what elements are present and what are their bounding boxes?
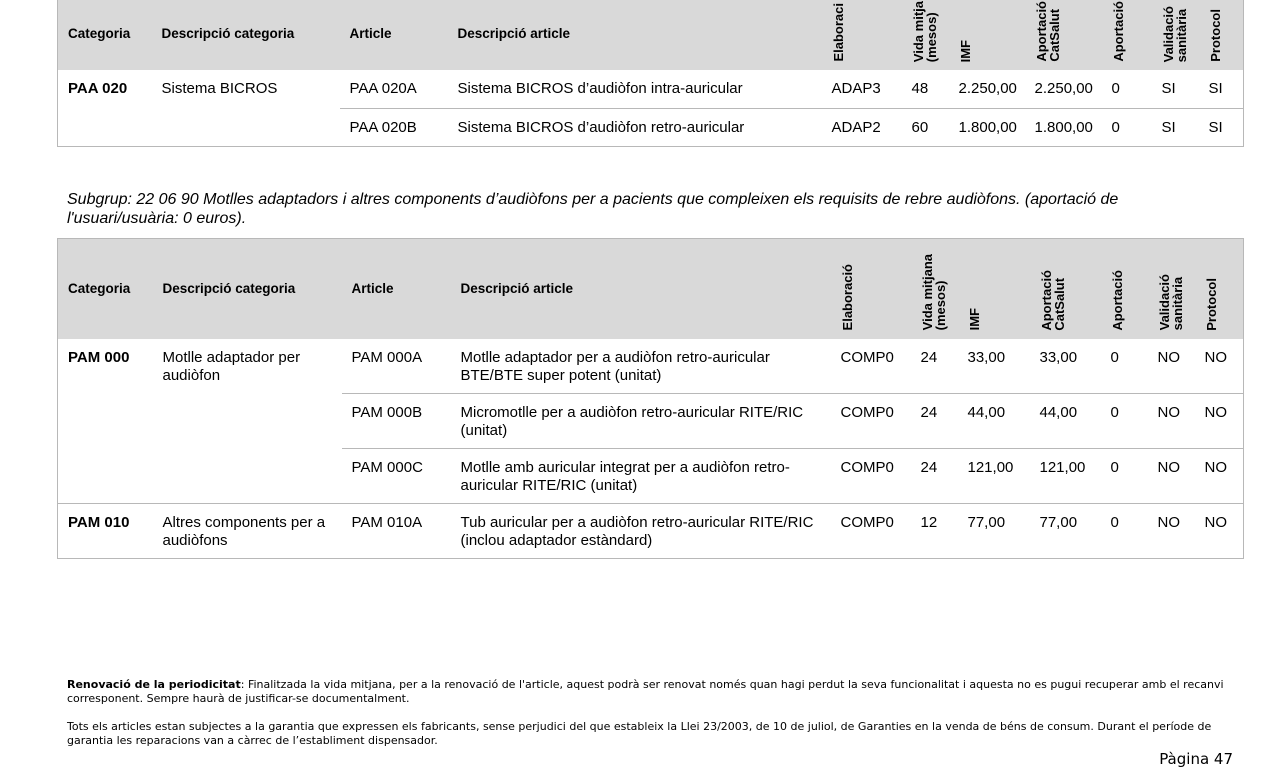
header-protocol	[1195, 239, 1244, 339]
cell-validacio: NO	[1157, 348, 1180, 366]
header-elaboracio-label: Elaboració	[839, 264, 855, 331]
header-validacio-label: Validació sanitària	[1160, 5, 1189, 62]
header-categoria: Categoria	[68, 25, 131, 41]
page-number: Pàgina 47	[1159, 750, 1233, 768]
cell-elaboracio: ADAP2	[822, 108, 902, 146]
bicros-table	[57, 0, 1244, 147]
cell-protocol: NO	[1195, 504, 1244, 559]
cell-validacio: SI	[1152, 108, 1199, 146]
cell-article: PAM 000C	[342, 449, 451, 504]
header-validacio	[1152, 0, 1199, 70]
header-vida-mitjana-label: Vida mitja (mesos)	[910, 0, 939, 62]
garantia-note: Tots els articles estan subjectes a la garantia que expressen els fabricants, sense perjudici del que estableix la Llei 23/2003, de 10 de juliol, de Garanties en la venda de béns de consum. Durant el període de garantia les reparacions van a càrrec de l’establiment dispensador.	[67, 720, 1212, 747]
header-aportacio-catsalut	[1030, 239, 1101, 339]
cell-article: PAM 000B	[342, 394, 451, 449]
cell-catsalut: 44,00	[1030, 394, 1101, 449]
table-header-row	[58, 0, 1244, 70]
header-validacio	[1148, 239, 1195, 339]
header-protocol-label: Protocol	[1207, 9, 1223, 62]
cell-aportacio: 0	[1101, 449, 1148, 504]
header-imf-label: IMF	[957, 39, 973, 62]
cell-elaboracio: COMP0	[831, 504, 911, 559]
cell-categoria	[58, 394, 153, 449]
cell-aportacio: 0	[1101, 504, 1148, 559]
table-row	[58, 339, 1244, 394]
cell-imf: 121,00	[958, 449, 1030, 504]
subgroup-heading: Subgrup: 22 06 90 Motlles adaptadors i altres components d’audiòfons per a pacients que compleixen els requisits de rebre audiòfons. (aportació de l'usuari/usuària: 0 euros).	[67, 191, 1119, 227]
table-row	[58, 449, 1244, 504]
header-aportacio-label: Aportació	[1110, 1, 1126, 62]
renovacio-text: : Finalitzada la vida mitjana, per a la renovació de l'article, aquest podrà ser renovat només quan hagi perdut la seva funcionalitat i aquesta no es pugui recuperar amb el recanvi corresponent. Sempre haurà de justificar-se documentalment.	[67, 678, 1224, 705]
cell-categoria: PAM 000	[68, 348, 130, 366]
cell-imf: 44,00	[958, 394, 1030, 449]
cell-aportacio: 0	[1102, 108, 1152, 146]
cell-vida: 24	[911, 394, 958, 449]
cell-aportacio: 0	[1111, 80, 1120, 97]
cell-protocol: SI	[1199, 108, 1244, 146]
cell-descripcio-article: Micromotlle per a audiòfon retro-auricular RITE/RIC (unitat)	[451, 394, 831, 449]
header-categoria: Categoria	[68, 281, 131, 297]
cell-article: PAA 020A	[349, 80, 417, 97]
cell-validacio: NO	[1148, 504, 1195, 559]
cell-descripcio-categoria: Altres components per a audiòfons	[153, 504, 342, 559]
cell-validacio: SI	[1161, 80, 1176, 97]
cell-elaboracio: ADAP3	[831, 80, 881, 97]
header-protocol-label: Protocol	[1203, 277, 1219, 331]
cell-validacio: NO	[1148, 449, 1195, 504]
cell-catsalut: 2.250,00	[1034, 80, 1093, 97]
cell-catsalut: 77,00	[1030, 504, 1101, 559]
cell-catsalut: 121,00	[1030, 449, 1101, 504]
cell-descripcio-categoria	[152, 108, 340, 146]
header-descripcio-categoria: Descripció categoria	[161, 25, 295, 41]
cell-descripcio-article: Sistema BICROS d’audiòfon intra-auricular	[457, 80, 743, 97]
header-elaboracio-label: Elaboraci	[830, 3, 846, 62]
cell-vida: 24	[920, 348, 938, 366]
table-row	[58, 504, 1244, 559]
cell-validacio: NO	[1148, 394, 1195, 449]
header-vida-mitjana	[911, 239, 958, 339]
header-imf	[958, 239, 1030, 339]
header-aportacio	[1102, 0, 1152, 70]
cell-vida: 48	[911, 80, 929, 97]
table-header-row	[58, 239, 1244, 339]
header-elaboracio	[822, 0, 902, 70]
cell-elaboracio: COMP0	[840, 348, 894, 366]
table-row	[58, 394, 1244, 449]
header-imf-label: IMF	[966, 308, 982, 331]
cell-categoria: PAM 010	[58, 504, 153, 559]
cell-imf: 2.250,00	[958, 80, 1017, 97]
header-aportacio-catsalut-label: Aportació CatSalut	[1033, 1, 1062, 62]
motlles-table	[57, 238, 1244, 559]
header-descripcio-categoria: Descripció categoria	[162, 281, 296, 297]
cell-article: PAA 020B	[340, 108, 448, 146]
table-row	[58, 108, 1244, 146]
cell-descripcio-article: Motlle amb auricular integrat per a audiòfon retro-auricular RITE/RIC (unitat)	[451, 449, 831, 504]
header-aportacio-catsalut-label: Aportació CatSalut	[1038, 269, 1067, 331]
cell-descripcio-article: Motlle adaptador per a audiòfon retro-auricular BTE/BTE super potent (unitat)	[460, 348, 770, 384]
cell-vida: 24	[911, 449, 958, 504]
cell-categoria: PAA 020	[68, 80, 128, 97]
header-article: Article	[351, 281, 394, 297]
cell-protocol: NO	[1195, 394, 1244, 449]
header-vida-mitjana-label: Vida mitjana (mesos)	[919, 254, 948, 331]
cell-vida: 60	[902, 108, 949, 146]
cell-aportacio: 0	[1110, 348, 1119, 366]
cell-imf: 77,00	[958, 504, 1030, 559]
header-vida-mitjana	[902, 0, 949, 70]
cell-catsalut: 1.800,00	[1025, 108, 1102, 146]
cell-categoria	[58, 108, 152, 146]
header-aportacio-catsalut	[1025, 0, 1102, 70]
header-aportacio	[1101, 239, 1148, 339]
cell-elaboracio: COMP0	[831, 394, 911, 449]
cell-descripcio-article: Sistema BICROS d’audiòfon retro-auricular	[448, 108, 822, 146]
cell-descripcio-categoria	[153, 394, 342, 449]
cell-protocol: NO	[1204, 348, 1227, 366]
cell-protocol: SI	[1208, 80, 1223, 97]
cell-article: PAM 010A	[342, 504, 451, 559]
cell-vida: 12	[911, 504, 958, 559]
table-row	[58, 70, 1244, 108]
cell-article: PAM 000A	[351, 348, 423, 366]
header-elaboracio	[831, 239, 911, 339]
header-descripcio-article: Descripció article	[460, 281, 574, 297]
cell-descripcio-article: Tub auricular per a audiòfon retro-auricular RITE/RIC (inclou adaptador estàndard)	[451, 504, 831, 559]
cell-imf: 1.800,00	[949, 108, 1025, 146]
cell-catsalut: 33,00	[1039, 348, 1078, 366]
header-aportacio-label: Aportació	[1109, 269, 1125, 331]
cell-categoria	[58, 449, 153, 504]
cell-protocol: NO	[1195, 449, 1244, 504]
header-article: Article	[349, 25, 392, 41]
header-imf	[949, 0, 1025, 70]
header-descripcio-article: Descripció article	[457, 25, 571, 41]
header-protocol	[1199, 0, 1244, 70]
cell-elaboracio: COMP0	[831, 449, 911, 504]
cell-descripcio-categoria: Motlle adaptador per audiòfon	[162, 348, 301, 384]
renovacio-label: Renovació de la periodicitat	[67, 678, 241, 691]
header-validacio-label: Validació sanitària	[1156, 274, 1185, 331]
cell-imf: 33,00	[967, 348, 1006, 366]
cell-descripcio-categoria: Sistema BICROS	[161, 80, 278, 97]
cell-aportacio: 0	[1101, 394, 1148, 449]
renovacio-note	[67, 678, 1237, 706]
cell-descripcio-categoria	[153, 449, 342, 504]
